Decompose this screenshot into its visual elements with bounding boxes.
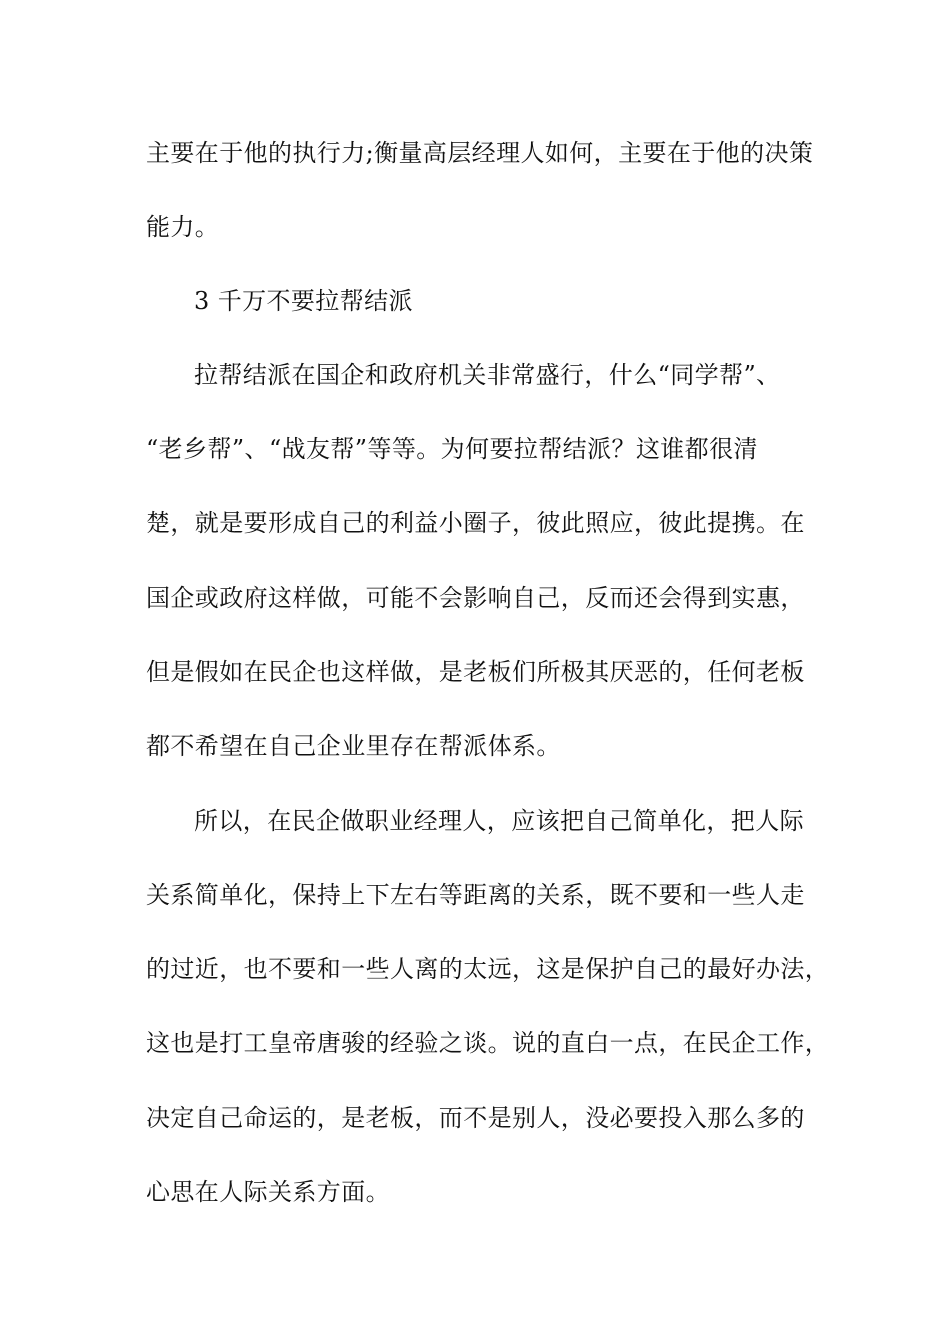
- paragraph-line: 能力。: [146, 213, 220, 241]
- paragraph-line: 国企或政府这样做，可能不会影响自己，反而还会得到实惠，: [146, 584, 805, 612]
- paragraph-line: 心思在人际关系方面。: [146, 1178, 390, 1206]
- paragraph-line: 所以，在民企做职业经理人，应该把自己简单化，把人际: [194, 807, 804, 835]
- section-heading: 3 千万不要拉帮结派: [194, 287, 413, 315]
- paragraph-line: 主要在于他的执行力;衡量高层经理人如何，主要在于他的决策: [146, 139, 814, 167]
- paragraph-line: 这也是打工皇帝唐骏的经验之谈。说的直白一点，在民企工作，: [146, 1029, 830, 1057]
- paragraph-line: 都不希望在自己企业里存在帮派体系。: [146, 732, 561, 760]
- paragraph-line: 拉帮结派在国企和政府机关非常盛行，什么“同学帮”、: [194, 361, 781, 389]
- paragraph-line: 的过近，也不要和一些人离的太远，这是保护自己的最好办法，: [146, 955, 830, 983]
- paragraph-line: “老乡帮”、“战友帮”等等。为何要拉帮结派？这谁都很清: [146, 435, 758, 463]
- paragraph-line: 关系简单化，保持上下左右等距离的关系，既不要和一些人走: [146, 881, 805, 909]
- paragraph-line: 决定自己命运的，是老板，而不是别人，没必要投入那么多的: [146, 1104, 805, 1132]
- paragraph-line: 楚，就是要形成自己的利益小圈子，彼此照应，彼此提携。在: [146, 509, 805, 537]
- paragraph-line: 但是假如在民企也这样做，是老板们所极其厌恶的，任何老板: [146, 658, 805, 686]
